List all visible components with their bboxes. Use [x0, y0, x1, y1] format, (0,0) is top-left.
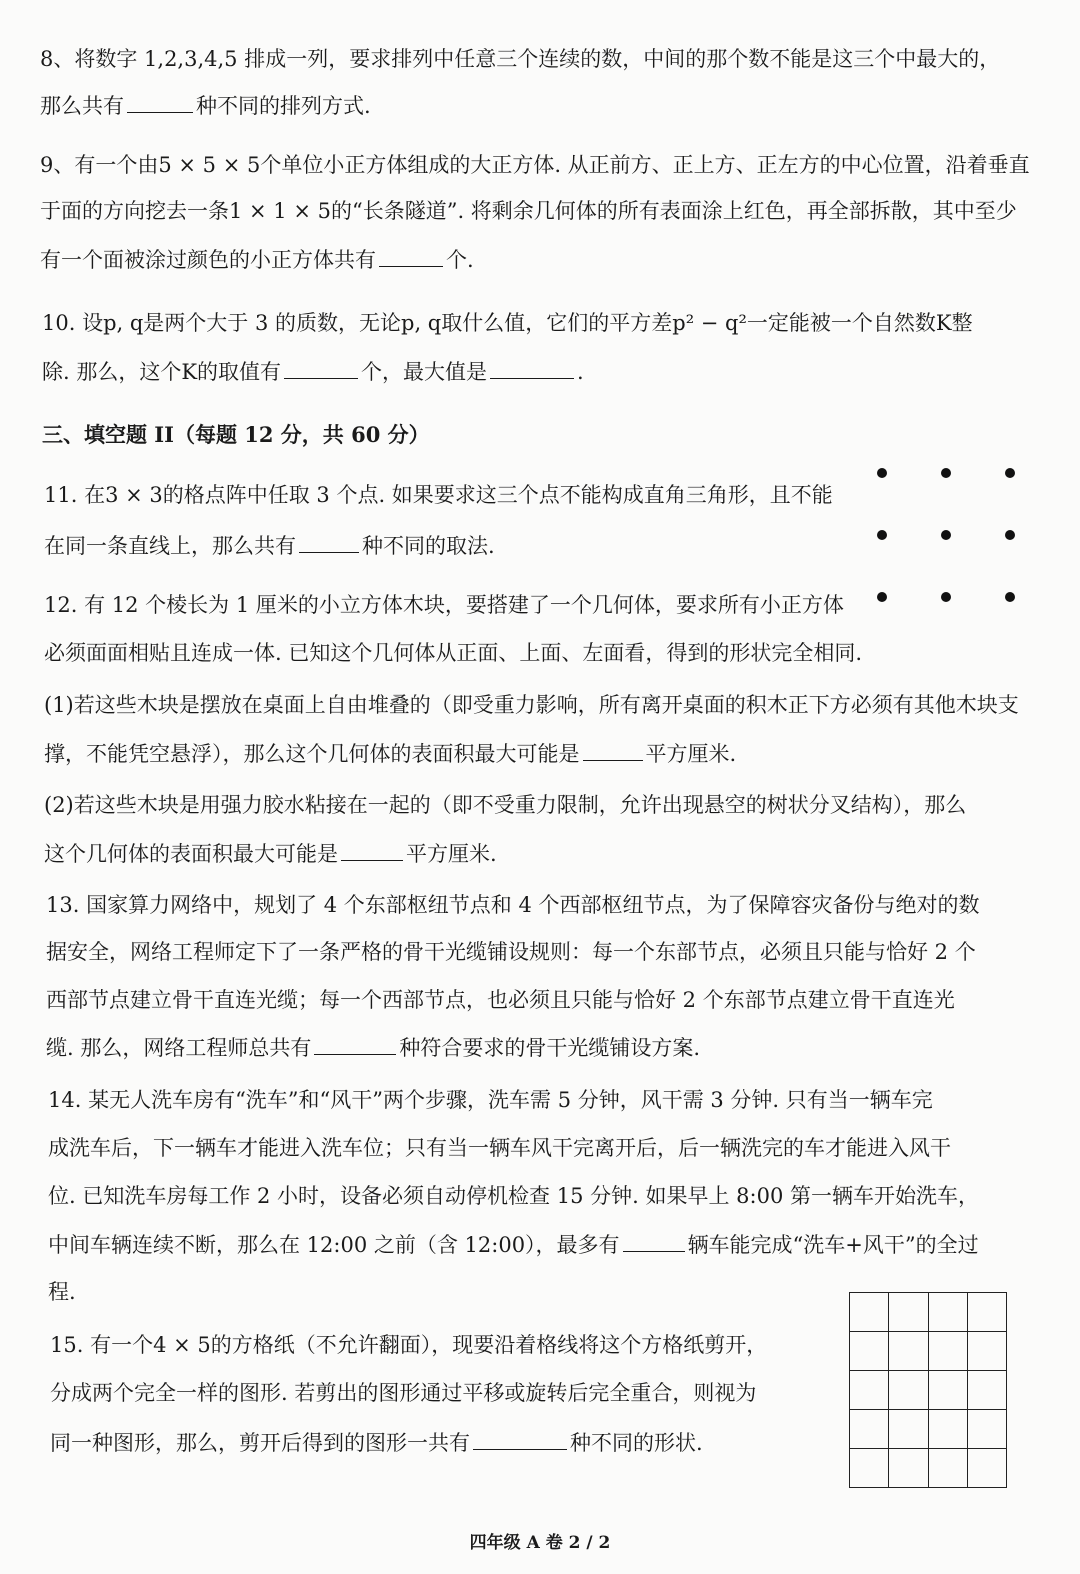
lattice-dot [941, 530, 951, 540]
q8-line2: 那么共有 种不同的排列方式. [40, 90, 371, 121]
q13-line1: 13. 国家算力网络中，规划了 4 个东部枢纽节点和 4 个西部枢纽节点，为了保障容灾备份与绝对的数 [46, 893, 980, 917]
q10-line1: 10. 设p, q是两个大于 3 的质数，无论p, q取什么值，它们的平方差p² − q²一定能被一个自然数K整 [42, 311, 973, 335]
q12-line2: 必须面面相贴且连成一体. 已知这个几何体从正面、上面、左面看，得到的形状完全相同. [44, 641, 863, 665]
section-title: 三、填空题 II（每题 12 分，共 60 分） [42, 422, 430, 447]
q12-part2-line2: 这个几何体的表面积最大可能是 平方厘米. [44, 838, 497, 869]
q12-part2-blank[interactable] [341, 838, 403, 861]
q13-line3: 西部节点建立骨干直连光缆；每一个西部节点，也必须且只能与恰好 2 个东部节点建立骨干直连光 [46, 988, 955, 1012]
q11-line2: 在同一条直线上，那么共有 种不同的取法. [44, 530, 495, 561]
q13-line4: 缆. 那么，网络工程师总共有 种符合要求的骨干光缆铺设方案. [46, 1032, 700, 1063]
lattice-dot [877, 468, 887, 478]
q14-line5: 程. [48, 1280, 76, 1304]
q9-line2: 于面的方向挖去一条1 × 1 × 5的“长条隧道”. 将剩余几何体的所有表面涂上红色，再全部拆散，其中至少 [40, 199, 1017, 223]
lattice-dot [877, 592, 887, 602]
q13-answer-blank[interactable] [314, 1032, 396, 1055]
q10-max-blank[interactable] [490, 356, 574, 379]
q10-line2: 除. 那么，这个K的取值有 个，最大值是 . [42, 356, 584, 387]
q15-line1: 15. 有一个4 × 5的方格纸（不允许翻面），现要沿着格线将这个方格纸剪开， [50, 1333, 768, 1357]
q8-line1: 8、将数字 1,2,3,4,5 排成一列，要求排列中任意三个连续的数，中间的那个数不能是这三个中最大的， [40, 47, 1001, 71]
lattice-dot [1005, 592, 1015, 602]
q10-count-blank[interactable] [284, 356, 358, 379]
page-footer: 四年级 A 卷 2 / 2 [469, 1533, 611, 1553]
q8-answer-blank[interactable] [127, 90, 193, 113]
q14-line2: 成洗车后，下一辆车才能进入洗车位；只有当一辆车风干完离开后，后一辆洗完的车才能进入风干 [48, 1136, 951, 1160]
q14-line3: 位. 已知洗车房每工作 2 小时，设备必须自动停机检查 15 分钟. 如果早上 8:00 第一辆车开始洗车， [48, 1184, 979, 1208]
q9-line1: 9、有一个由5 × 5 × 5个单位小正方体组成的大正方体. 从正前方、正上方、正左方的中心位置，沿着垂直 [40, 153, 1030, 177]
q11-answer-blank[interactable] [299, 530, 359, 553]
lattice-dot [941, 592, 951, 602]
lattice-dot [877, 530, 887, 540]
lattice-dot [1005, 530, 1015, 540]
q14-line4: 中间车辆连续不断，那么在 12:00 之前（含 12:00），最多有 辆车能完成“洗车+风干”的全过 [48, 1229, 979, 1260]
q12-line1: 12. 有 12 个棱长为 1 厘米的小立方体木块，要搭建了一个几何体，要求所有小正方体 [44, 593, 844, 617]
q9-line3: 有一个面被涂过颜色的小正方体共有 个. [40, 244, 474, 275]
q13-line2: 据安全，网络工程师定下了一条严格的骨干光缆铺设规则：每一个东部节点，必须且只能与恰好 2 个 [46, 940, 976, 964]
q12-part2-line1: (2)若这些木块是用强力胶水粘接在一起的（即不受重力限制，允许出现悬空的树状分叉结构），那么 [44, 793, 967, 817]
q15-line2: 分成两个完全一样的图形. 若剪出的图形通过平移或旋转后完全重合，则视为 [50, 1381, 757, 1405]
q15-line3: 同一种图形，那么，剪开后得到的图形一共有 种不同的形状. [50, 1427, 703, 1458]
grid-paper-4x5 [849, 1292, 1007, 1488]
q11-line1: 11. 在3 × 3的格点阵中任取 3 个点. 如果要求这三个点不能构成直角三角形，且不能 [44, 483, 833, 507]
q14-line1: 14. 某无人洗车房有“洗车”和“风干”两个步骤，洗车需 5 分钟，风干需 3 分钟. 只有当一辆车完 [48, 1088, 933, 1112]
q14-answer-blank[interactable] [623, 1229, 685, 1252]
lattice-dot [941, 468, 951, 478]
q12-part1-line1: (1)若这些木块是摆放在桌面上自由堆叠的（即受重力影响，所有离开桌面的积木正下方必须有其他木块支 [44, 693, 1019, 717]
lattice-dot [1005, 468, 1015, 478]
q9-answer-blank[interactable] [379, 244, 443, 267]
q12-part1-blank[interactable] [583, 738, 643, 761]
q12-part1-line2: 撑，不能凭空悬浮），那么这个几何体的表面积最大可能是 平方厘米. [44, 738, 736, 769]
q15-answer-blank[interactable] [473, 1427, 567, 1450]
